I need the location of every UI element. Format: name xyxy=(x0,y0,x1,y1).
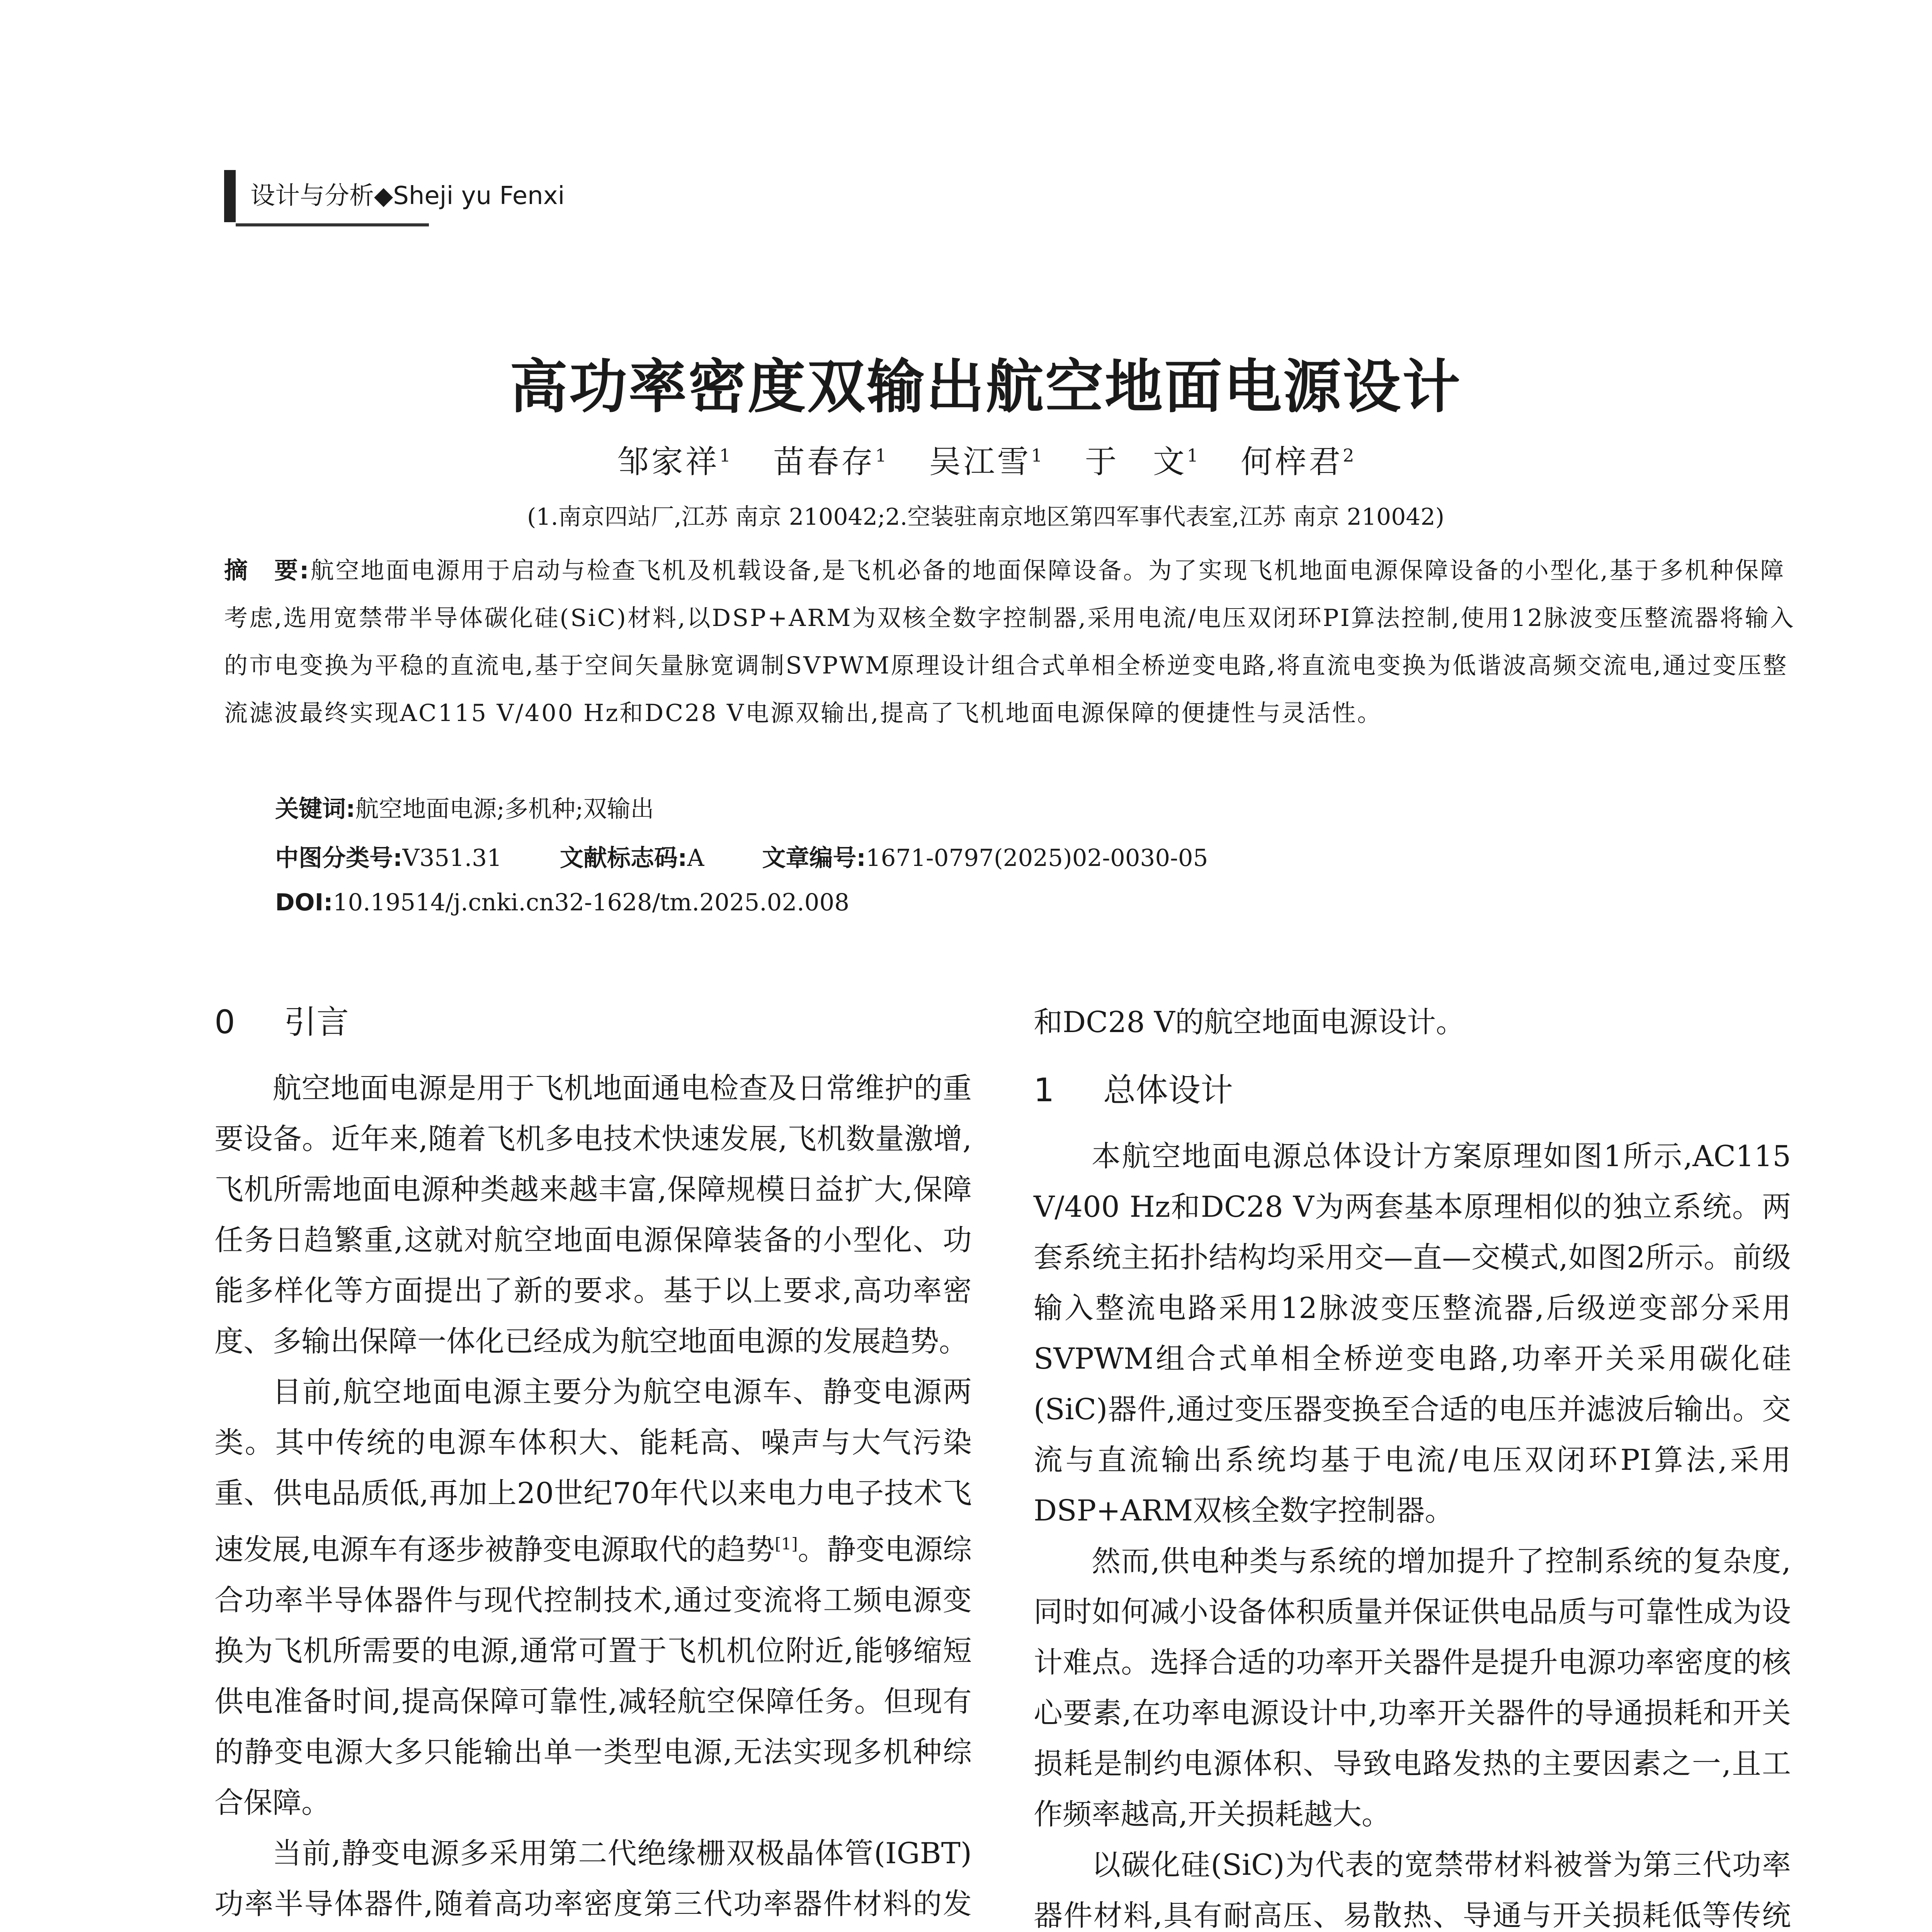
doi-value: 10.19514/j.cnki.cn32-1628/tm.2025.02.008 xyxy=(333,889,850,916)
paragraph: 然而,供电种类与系统的增加提升了控制系统的复杂度,同时如何减小设备体积质量并保证供电品质与可靠性成为设计难点。选择合适的功率开关器件是提升电源功率密度的核心要素,在功率电源设计中,功率开关器件的导通损耗和开关损耗是制约电源体积、导致电路发热的主要因素之一,且工作频率越高,开关损耗越大。 xyxy=(1034,1544,1791,1831)
keywords-text: 航空地面电源;多机种;双输出 xyxy=(355,795,654,823)
right-column xyxy=(1034,997,1791,1932)
author-list xyxy=(0,437,1932,482)
section-heading-intro: 0 引言 xyxy=(214,1003,349,1041)
header-underline xyxy=(236,223,429,226)
paragraph: 以碳化硅(SiC)为代表的宽禁带材料被誉为第三代功率器件材料,具有耐高压、易散热、导通与开关损耗低等传统 xyxy=(1034,1848,1791,1932)
author: 何梓君$^2$ xyxy=(1241,444,1354,480)
doi-line xyxy=(275,889,849,916)
section-heading-design: 1 总体设计 xyxy=(1034,1071,1233,1109)
paragraph-continued: 和DC28 V的航空地面电源设计。 xyxy=(1034,1005,1465,1039)
article-number-label: 文章编号: xyxy=(762,844,866,872)
paragraph: 航空地面电源是用于飞机地面通电检查及日常维护的重要设备。近年来,随着飞机多电技术快速发展,飞机数量激增,飞机所需地面电源种类越来越丰富,保障规模日益扩大,保障任务日趋繁重,这就对航空地面电源保障装备的小型化、功能多样化等方面提出了新的要求。基于以上要求,高功率密度、多输出保障一体化已经成为航空地面电源的发展趋势。 xyxy=(214,1071,972,1358)
diamond-separator-icon: ◆ xyxy=(374,182,393,210)
clc-value: V351.31 xyxy=(402,844,502,872)
paragraph: 目前,航空地面电源主要分为航空电源车、静变电源两类。其中传统的电源车体积大、能耗高、噪声与大气污染重、供电品质低,再加上20世纪70年代以来电力电子技术飞速发展,电源车有逐步被静变电源取代的趋势[1]。静变电源综合功率半导体器件与现代控制技术,通过变流将工频电源变换为飞机所需要的电源,通常可置于飞机机位附近,能够缩短供电准备时间,提高保障可靠性,减轻航空保障任务。但现有的静变电源大多只能输出单一类型电源,无法实现多机种综合保障。 xyxy=(214,1375,972,1820)
abstract-label: 摘 要: xyxy=(224,557,311,584)
author: 邹家祥$^1$ xyxy=(617,444,731,480)
doc-code-label: 文献标志码: xyxy=(560,844,687,872)
affiliations: (1.南京四站厂,江苏 南京 210042;2.空装驻南京地区第四军事代表室,江苏 南京 210042) xyxy=(527,503,1445,531)
author: 于 文$^1$ xyxy=(1085,444,1199,480)
article-number-value: 1671-0797(2025)02-0030-05 xyxy=(866,844,1208,872)
abstract xyxy=(224,547,1801,737)
clc-label: 中图分类号: xyxy=(275,844,403,872)
column-marker-bar xyxy=(224,170,236,222)
citation-ref: [1] xyxy=(775,1534,798,1553)
author: 吴江雪$^1$ xyxy=(929,444,1043,480)
classification-line xyxy=(275,839,1208,873)
paragraph: 当前,静变电源多采用第二代绝缘栅双极晶体管(IGBT)功率半导体器件,随着高功率密度第三代功率器件材料的发 xyxy=(214,1836,972,1921)
abstract-text: 航空地面电源用于启动与检查飞机及机载设备,是飞机必备的地面保障设备。为了实现飞机地面电源保障设备的小型化,基于多机种保障考虑,选用宽禁带半导体碳化硅(SiC)材料,以DSP+ARM为双核全数字控制器,采用电流/电压双闭环PI算法控制,使用12脉波变压整流器将输入的市电变换为平稳的直流电,基于空间矢量脉宽调制SVPWM原理设计组合式单相全桥逆变电路,将直流电变换为低谐波高频交流电,通过变压整流滤波最终实现AC115 V/400 Hz和DC28 V电源双输出,提高了飞机地面电源保障的便捷性与灵活性。 xyxy=(224,557,1795,727)
column-name: 设计与分析 xyxy=(250,182,374,210)
running-header xyxy=(250,176,565,211)
keywords xyxy=(275,790,654,824)
left-column xyxy=(214,997,972,1932)
author: 苗春存$^1$ xyxy=(773,444,887,480)
doc-code-value: A xyxy=(687,844,704,872)
paper-title: 高功率密度双输出航空地面电源设计 xyxy=(509,354,1462,421)
keywords-label: 关键词: xyxy=(275,795,355,823)
paragraph: 本航空地面电源总体设计方案原理如图1所示,AC115 V/400 Hz和DC28 V为两套基本原理相似的独立系统。两套系统主拓扑结构均采用交—直—交模式,如图2所示。前级输入整流电路采用12脉波变压整流器,后级逆变部分采用SVPWM组合式单相全桥逆变电路,功率开关采用碳化硅(SiC)器件,通过变压器变换至合适的电压并滤波后输出。交流与直流输出系统均基于电流/电压双闭环PI算法,采用DSP+ARM双核全数字控制器。 xyxy=(1034,1139,1791,1527)
doi-label: DOI: xyxy=(275,889,333,916)
column-pinyin: Sheji yu Fenxi xyxy=(393,182,565,210)
